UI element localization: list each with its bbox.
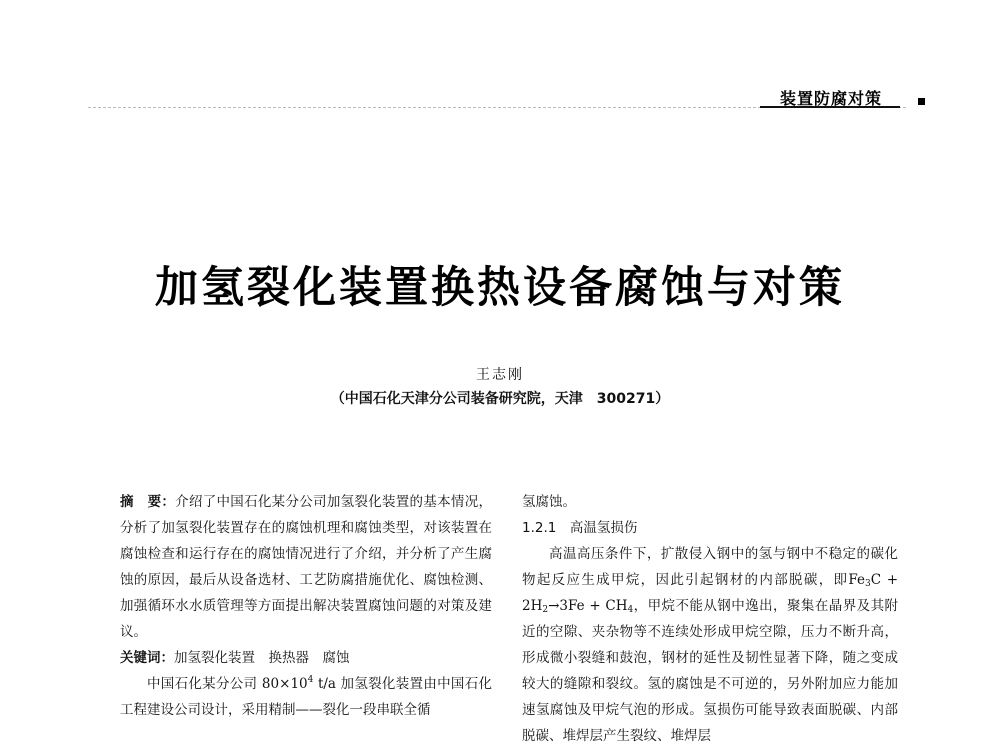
abstract-label: 摘 要： bbox=[120, 494, 176, 510]
right-column bbox=[522, 489, 898, 749]
body-text-cont: t/a 加氢裂化装置由中国石化工程建设公司设计，采用精制——裂化一段串联全循 bbox=[120, 676, 492, 718]
body-text-cont: ，甲烷不能从钢中逸出，聚集在晶界及其附近的空隙、夹杂物等不连续处形成甲烷空隙，压力不断升高，形成微小裂缝和鼓泡，钢材的延性及韧性显著下降，随之变成较大的缝隙和裂纹。氢的腐蚀是不可逆的，另外附加应力能加速氢腐蚀及甲烷气泡的形成。氢损伤可能导致表面脱碳、内部脱碳、堆焊层产生裂纹、堆焊层 bbox=[522, 598, 899, 744]
section-subheading: 1.2.1 高温氢损伤 bbox=[522, 520, 638, 536]
body-paragraph bbox=[120, 671, 492, 723]
formula-sub: 3 bbox=[865, 579, 871, 589]
header-square-mark bbox=[918, 98, 925, 105]
abstract bbox=[120, 489, 492, 645]
author-affiliation: （中国石化天津分公司装备研究院，天津 300271） bbox=[330, 391, 670, 407]
keywords-label: 关键词： bbox=[120, 650, 174, 666]
left-column bbox=[120, 489, 492, 723]
abstract-text: 介绍了中国石化某分公司加氢裂化装置的基本情况，分析了加氢裂化装置存在的腐蚀机理和腐蚀类型，对该装置在腐蚀检查和运行存在的腐蚀情况进行了介绍，并分析了产生腐蚀的原因，最后从设备选材、工艺防腐措施优化、腐蚀检测、加强循环水水质管理等方面提出解决装置腐蚀问题的对策及建议。 bbox=[120, 494, 493, 640]
keywords-text: 加氢裂化装置 换热器 腐蚀 bbox=[174, 650, 350, 666]
power-base: 10 bbox=[290, 676, 308, 692]
paper-title: 加氢裂化装置换热设备腐蚀与对策 bbox=[155, 263, 845, 313]
body-text: 高温高压条件下，扩散侵入钢中的氢与钢中不稳定的碳化物起反应生成甲烷，因此引起钢材的内部脱碳，即 bbox=[522, 546, 898, 588]
body-paragraph bbox=[522, 541, 898, 749]
author-name: 王志刚 bbox=[476, 367, 524, 383]
formula-product: →3Fe + CH bbox=[548, 598, 628, 614]
formula-fe: Fe bbox=[848, 572, 865, 588]
body-text: 中国石化某分公司 80 bbox=[147, 676, 280, 692]
power-exponent: 4 bbox=[307, 675, 314, 685]
formula-sub: 2 bbox=[542, 605, 549, 615]
keywords bbox=[120, 645, 492, 671]
times-sign: × bbox=[279, 676, 291, 692]
formula-c-h: C + 2H bbox=[522, 572, 899, 614]
formula-sub: 4 bbox=[627, 605, 634, 615]
section-header: 装置防腐对策 bbox=[779, 89, 882, 108]
continuation-text: 氢腐蚀。 bbox=[522, 494, 576, 510]
